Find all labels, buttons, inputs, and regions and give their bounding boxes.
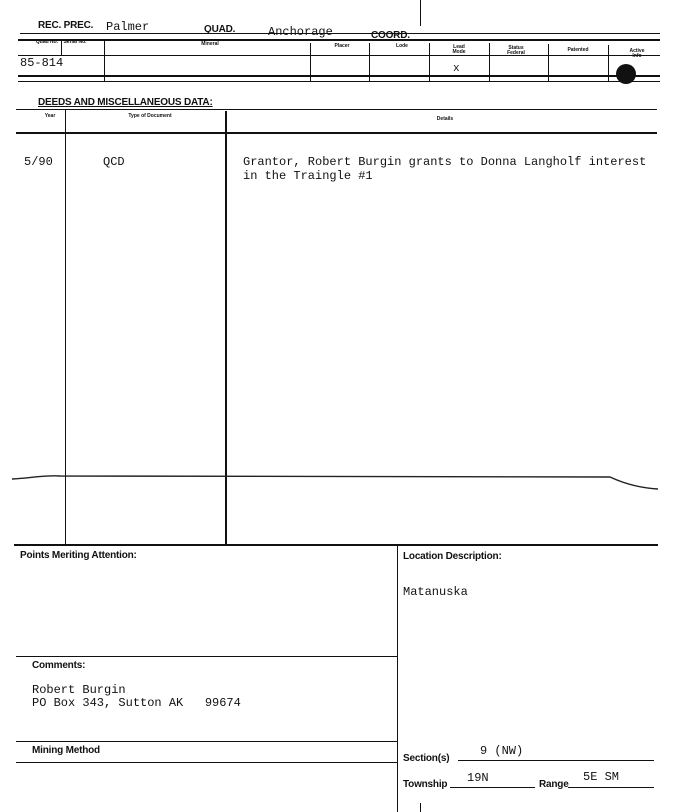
table-row-bottom-line-2	[18, 81, 660, 82]
deed-type: QCD	[103, 155, 125, 169]
quad-serial-value: 85-814	[20, 56, 64, 70]
col-divider-serial	[104, 39, 105, 81]
col-divider-lode	[429, 43, 430, 81]
col-placer: Placer	[334, 43, 350, 49]
range-label: Range	[539, 779, 569, 790]
points-meriting-attention-label: Points Meriting Attention:	[20, 550, 137, 561]
section-label: Section(s)	[403, 753, 450, 764]
quad-label: QUAD.	[204, 24, 236, 35]
rec-prec-value: Palmer	[106, 20, 150, 34]
col-lead-mode: Lead Mode	[452, 44, 466, 55]
deeds-bottom-line	[14, 544, 658, 546]
col-divider-status	[548, 44, 549, 81]
bottom-center-tick	[420, 803, 421, 812]
deeds-section-title: DEEDS AND MISCELLANEOUS DATA:	[38, 97, 213, 108]
location-description-label: Location Description:	[403, 551, 502, 562]
top-center-tick	[420, 0, 421, 26]
col-lode: Lode	[396, 43, 408, 49]
township-label: Township	[403, 779, 448, 790]
col-mineral: Mineral	[201, 41, 219, 47]
col-active-info: Active Info	[629, 48, 645, 59]
table-row-bottom-line	[18, 75, 660, 77]
township-value: 19N	[467, 771, 489, 785]
active-info-dot	[616, 64, 636, 84]
col-serial-no: Serial No.	[63, 39, 87, 45]
comments-top-line	[16, 656, 397, 657]
deed-year: 5/90	[24, 155, 53, 169]
section-value: 9 (NW)	[480, 744, 524, 758]
deed-details-line1: Grantor, Robert Burgin grants to Donna Langholf interest	[243, 155, 647, 169]
col-divider-placer	[369, 43, 370, 81]
lower-center-divider	[397, 546, 398, 812]
mining-method-label: Mining Method	[32, 745, 100, 756]
comments-line2: PO Box 343, Sutton AK 99674	[32, 696, 241, 710]
section-underline	[458, 760, 654, 761]
col-divider-patented	[608, 45, 609, 81]
lead-mode-value: x	[453, 63, 460, 75]
deeds-col-details: Details	[436, 116, 454, 122]
col-patented: Patented	[567, 47, 589, 53]
location-description-value: Matanuska	[403, 585, 468, 599]
col-quad-no: Quad No.	[35, 39, 59, 45]
quad-value: Anchorage	[268, 25, 333, 39]
table-header-top-line	[18, 39, 660, 41]
deed-details-line2: in the Traingle #1	[243, 169, 373, 183]
deeds-header-top-line	[16, 109, 657, 110]
col-divider-quad-serial	[61, 39, 62, 55]
deeds-col-year: Year	[44, 113, 56, 119]
deeds-col-type: Type of Document	[128, 113, 172, 119]
range-underline	[568, 787, 654, 788]
col-status-federal: Status Federal	[507, 45, 525, 56]
rec-prec-label: REC. PREC.	[38, 20, 94, 31]
fold-line	[0, 468, 678, 498]
coord-label: COORD.	[371, 30, 410, 41]
deeds-header-bottom-line	[16, 132, 657, 134]
comments-label: Comments:	[32, 660, 86, 671]
mining-method-bottom-line	[16, 762, 397, 763]
table-header-bottom-line	[18, 55, 660, 56]
range-value: 5E SM	[583, 770, 620, 784]
col-divider-mineral	[310, 43, 311, 81]
comments-line1: Robert Burgin	[32, 683, 126, 697]
col-divider-lead	[489, 43, 490, 81]
township-underline	[450, 787, 535, 788]
mining-method-top-line	[16, 741, 397, 742]
header-underline	[20, 33, 660, 34]
